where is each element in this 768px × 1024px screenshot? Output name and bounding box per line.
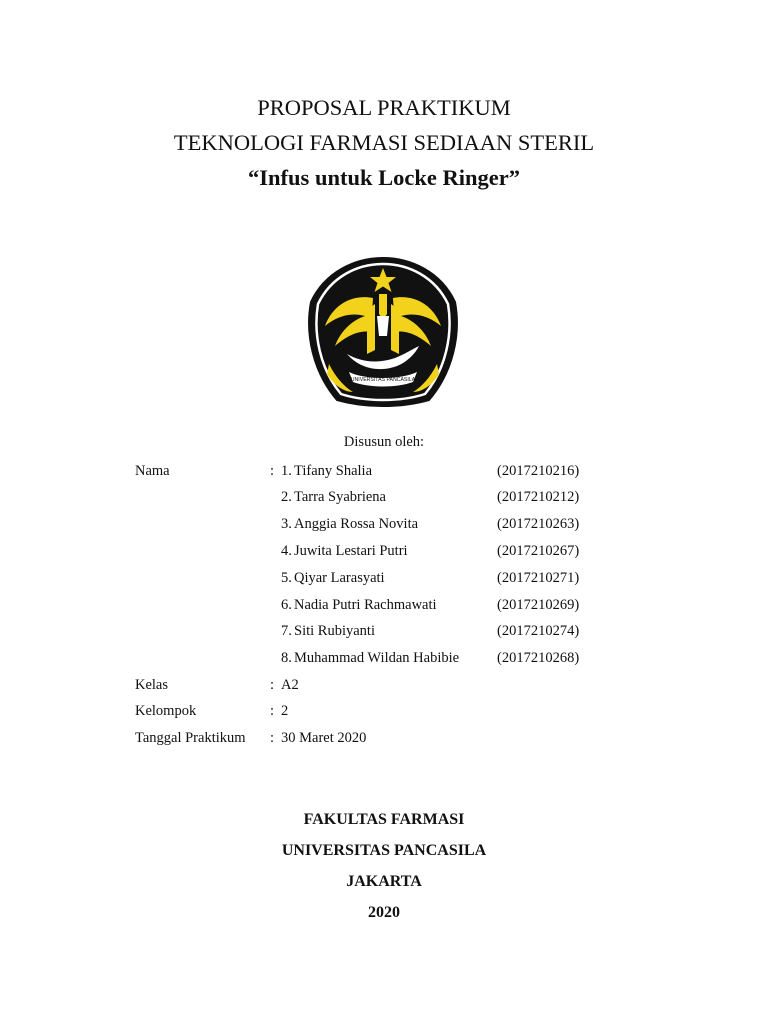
- detail-label: Tanggal Praktikum: [135, 730, 246, 746]
- separator: :: [270, 677, 275, 693]
- member-number: 2.: [281, 489, 292, 505]
- member-nim: (2017210274): [497, 623, 580, 639]
- detail-value: A2: [281, 677, 299, 693]
- member-nim: (2017210212): [497, 489, 580, 505]
- member-number: 6.: [281, 597, 292, 613]
- member-row: [0, 595, 768, 615]
- member-name: Anggia Rossa Novita: [294, 516, 419, 532]
- member-nim: (2017210271): [497, 570, 580, 586]
- university-name: UNIVERSITAS PANCASILA: [281, 842, 487, 859]
- member-number: 5.: [281, 570, 292, 586]
- member-row: [0, 568, 768, 588]
- member-name: Siti Rubiyanti: [294, 623, 375, 639]
- member-name: Juwita Lestari Putri: [294, 543, 408, 559]
- title-line-3: “Infus untuk Locke Ringer”: [248, 165, 520, 190]
- member-nim: (2017210267): [497, 543, 580, 559]
- member-row: [0, 461, 768, 481]
- faculty-name: FAKULTAS FARMASI: [303, 811, 465, 828]
- member-nim: (2017210269): [497, 597, 580, 613]
- left-pillar: [367, 304, 375, 354]
- open-book: [377, 316, 389, 336]
- title-line-1: PROPOSAL PRAKTIKUM: [257, 95, 511, 120]
- separator: :: [270, 463, 275, 479]
- year: 2020: [368, 904, 400, 921]
- member-row: [0, 648, 768, 668]
- member-nim: (2017210263): [497, 516, 580, 532]
- detail-value: 2: [281, 703, 289, 719]
- logo-banner-text: UNIVERSITAS PANCASILA: [350, 377, 416, 383]
- detail-label: Kelas: [135, 677, 169, 693]
- member-number: 3.: [281, 516, 292, 532]
- institution-footer: [0, 808, 768, 932]
- member-row: [0, 487, 768, 507]
- title-line-2: TEKNOLOGI FARMASI SEDIAAN STERIL: [173, 130, 595, 155]
- detail-row-kelas: [0, 675, 768, 695]
- member-name: Muhammad Wildan Habibie: [294, 650, 460, 666]
- universitas-pancasila-emblem-icon: [303, 254, 463, 410]
- detail-label: Kelompok: [135, 703, 197, 719]
- document-title: [0, 92, 768, 197]
- member-nim: (2017210216): [497, 463, 580, 479]
- member-row: [0, 514, 768, 534]
- member-name: Qiyar Larasyati: [294, 570, 385, 586]
- detail-value: 30 Maret 2020: [281, 730, 367, 746]
- right-pillar: [391, 304, 399, 354]
- detail-row-tanggal: [0, 728, 768, 748]
- member-number: 7.: [281, 623, 292, 639]
- member-number: 4.: [281, 543, 292, 559]
- separator: :: [270, 703, 275, 719]
- member-row: [0, 541, 768, 561]
- nama-label: Nama: [135, 463, 170, 479]
- separator: :: [270, 730, 275, 746]
- detail-row-kelompok: [0, 701, 768, 721]
- member-name: Nadia Putri Rachmawati: [294, 597, 437, 613]
- member-name: Tarra Syabriena: [294, 489, 386, 505]
- city-name: JAKARTA: [346, 873, 422, 890]
- member-nim: (2017210268): [497, 650, 580, 666]
- member-number: 1.: [281, 463, 292, 479]
- member-number: 8.: [281, 650, 292, 666]
- member-name: Tifany Shalia: [294, 463, 373, 479]
- member-row: [0, 621, 768, 641]
- byline: Disusun oleh:: [343, 434, 425, 450]
